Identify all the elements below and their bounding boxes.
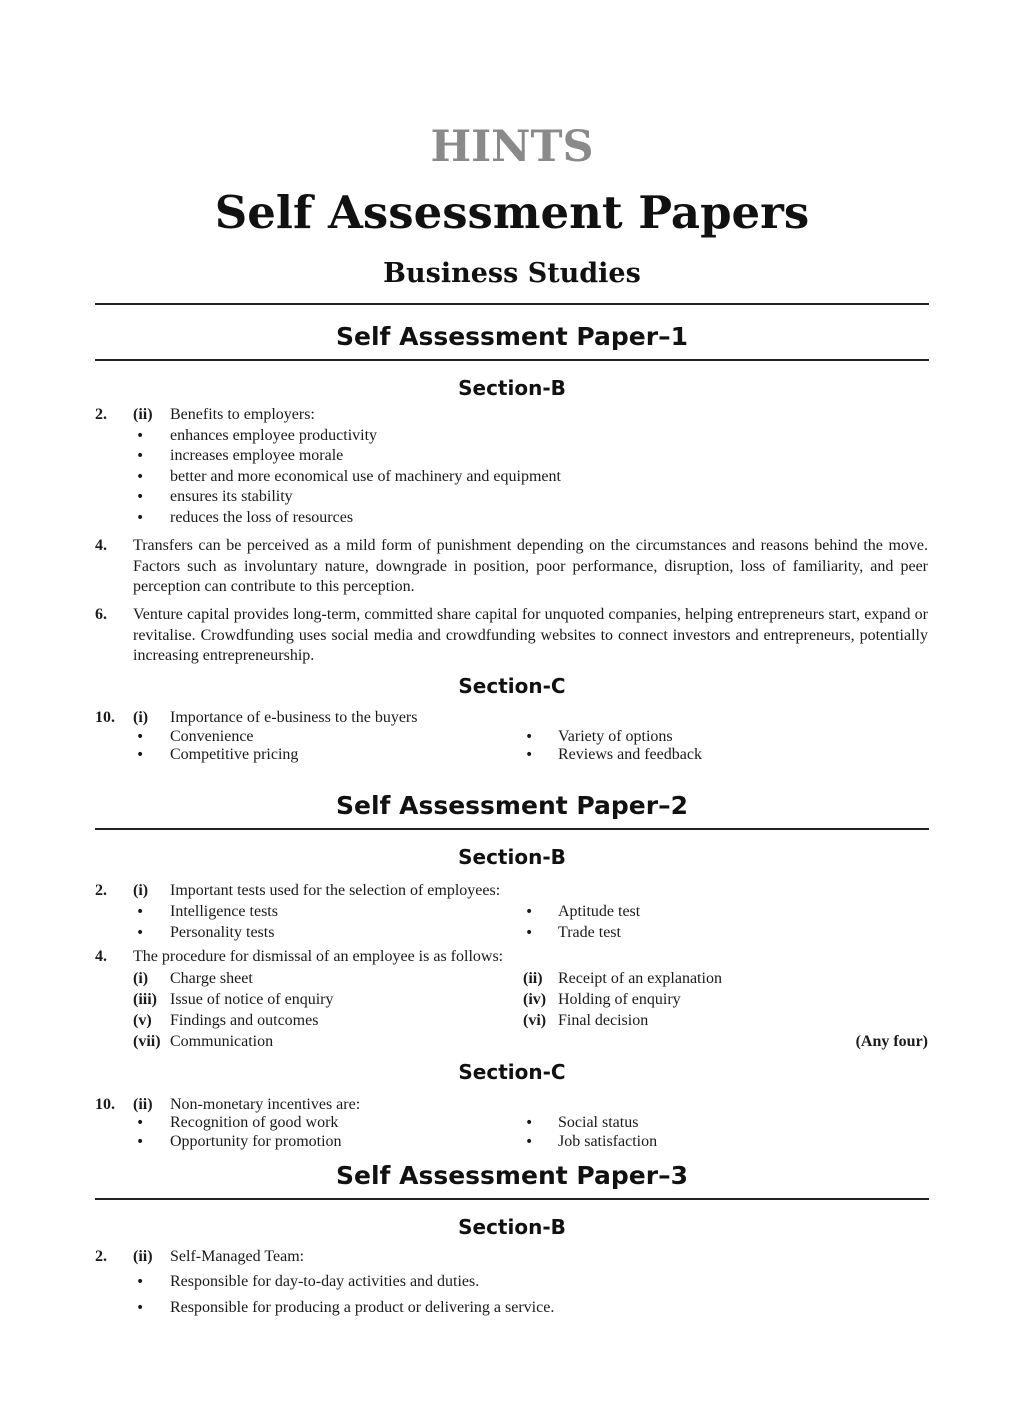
divider xyxy=(95,359,929,361)
list-item: Recognition of good work xyxy=(170,1114,339,1131)
sub-question-number: (ii) xyxy=(133,1248,153,1265)
list-item: Convenience xyxy=(170,728,254,745)
question-lead: Importance of e-business to the buyers xyxy=(170,709,418,726)
answer-paragraph: Transfers can be perceived as a mild form of punishment depending on the circumstances and reasons behind the move. Factors such as involuntary nature, downgrade in position, poor performance, disruption, loss of familiarity, and peer perception can contribute to this perception. xyxy=(133,537,928,595)
paper-1-section-c-title: Section-C xyxy=(458,674,566,698)
list-item: Intelligence tests xyxy=(170,903,278,920)
sub-question-number: (i) xyxy=(133,882,149,899)
paper-3-title: Self Assessment Paper–3 xyxy=(336,1161,688,1190)
question-number: 2. xyxy=(95,406,107,423)
paper-1-title: Self Assessment Paper–1 xyxy=(336,322,688,351)
page-title: Self Assessment Papers xyxy=(214,186,810,239)
bullet-icon: • xyxy=(525,904,534,920)
bullet-icon: • xyxy=(136,428,145,444)
hints-heading: HINTS xyxy=(430,122,594,172)
step-text: Holding of enquiry xyxy=(558,991,681,1008)
list-item: Responsible for producing a product or delivering a service. xyxy=(170,1299,555,1316)
any-four-note: (Any four) xyxy=(855,1033,928,1050)
bullet-icon: • xyxy=(136,747,145,763)
divider xyxy=(95,1198,929,1200)
bullet-icon: • xyxy=(136,925,145,941)
subject-title: Business Studies xyxy=(383,258,641,289)
bullet-icon: • xyxy=(136,904,145,920)
answer-paragraph: Venture capital provides long-term, committed share capital for unquoted companies, helping entrepreneurs start, expand or revitalise. Crowdfunding uses social media and crowdfunding websites to connect investors and entrepreneurs, potentially increasing entrepreneurship. xyxy=(133,606,928,664)
question-lead: Non-monetary incentives are: xyxy=(170,1096,361,1113)
step-text: Receipt of an explanation xyxy=(558,970,722,987)
question-number: 4. xyxy=(95,948,107,965)
question-number: 10. xyxy=(95,1096,115,1113)
question-number: 4. xyxy=(95,537,107,554)
step-text: Findings and outcomes xyxy=(170,1012,319,1029)
step-text: Issue of notice of enquiry xyxy=(170,991,334,1008)
paper-2-section-b-title: Section-B xyxy=(458,845,566,869)
list-item: increases employee morale xyxy=(170,447,344,464)
paper-2-title: Self Assessment Paper–2 xyxy=(336,791,688,820)
step-number: (ii) xyxy=(523,970,543,987)
bullet-icon: • xyxy=(525,747,534,763)
list-item: ensures its stability xyxy=(170,488,293,505)
bullet-icon: • xyxy=(136,489,145,505)
step-number: (v) xyxy=(133,1012,152,1029)
bullet-icon: • xyxy=(136,469,145,485)
paper-2-section-c-title: Section-C xyxy=(458,1060,566,1084)
list-item: Opportunity for promotion xyxy=(170,1133,342,1150)
sub-question-number: (i) xyxy=(133,709,149,726)
list-item: Variety of options xyxy=(558,728,673,745)
question-lead: The procedure for dismissal of an employee is as follows: xyxy=(133,948,504,965)
list-item: Social status xyxy=(558,1114,639,1131)
question-lead: Self-Managed Team: xyxy=(170,1248,305,1265)
bullet-icon: • xyxy=(136,1134,145,1150)
bullet-icon: • xyxy=(136,510,145,526)
paper-1-section-b-title: Section-B xyxy=(458,376,566,400)
bullet-icon: • xyxy=(525,729,534,745)
bullet-icon: • xyxy=(525,1115,534,1131)
bullet-icon: • xyxy=(136,1274,145,1290)
list-item: Aptitude test xyxy=(558,903,641,920)
list-item: better and more economical use of machinery and equipment xyxy=(170,468,561,485)
question-number: 10. xyxy=(95,709,115,726)
step-text: Charge sheet xyxy=(170,970,253,987)
step-text: Final decision xyxy=(558,1012,649,1029)
divider xyxy=(95,303,929,305)
divider xyxy=(95,828,929,830)
list-item: reduces the loss of resources xyxy=(170,509,354,526)
paper-3-section-b-title: Section-B xyxy=(458,1215,566,1239)
list-item: Responsible for day-to-day activities and duties. xyxy=(170,1273,480,1290)
question-lead: Benefits to employers: xyxy=(170,406,315,423)
list-item: Competitive pricing xyxy=(170,746,299,763)
step-number: (i) xyxy=(133,970,149,987)
list-item: Job satisfaction xyxy=(558,1133,658,1150)
question-lead: Important tests used for the selection of employees: xyxy=(170,882,501,899)
bullet-icon: • xyxy=(136,729,145,745)
bullet-icon: • xyxy=(136,1115,145,1131)
sub-question-number: (ii) xyxy=(133,1096,153,1113)
bullet-icon: • xyxy=(136,448,145,464)
list-item: Reviews and feedback xyxy=(558,746,702,763)
step-text: Communication xyxy=(170,1033,274,1050)
question-number: 2. xyxy=(95,882,107,899)
step-number: (iv) xyxy=(523,991,547,1008)
bullet-icon: • xyxy=(525,1134,534,1150)
list-item: Trade test xyxy=(558,924,621,941)
step-number: (vii) xyxy=(133,1033,161,1050)
sub-question-number: (ii) xyxy=(133,406,153,423)
question-number: 2. xyxy=(95,1248,107,1265)
bullet-icon: • xyxy=(136,1300,145,1316)
list-item: enhances employee productivity xyxy=(170,427,378,444)
question-number: 6. xyxy=(95,606,107,623)
list-item: Personality tests xyxy=(170,924,275,941)
bullet-icon: • xyxy=(525,925,534,941)
step-number: (iii) xyxy=(133,991,157,1008)
step-number: (vi) xyxy=(523,1012,547,1029)
